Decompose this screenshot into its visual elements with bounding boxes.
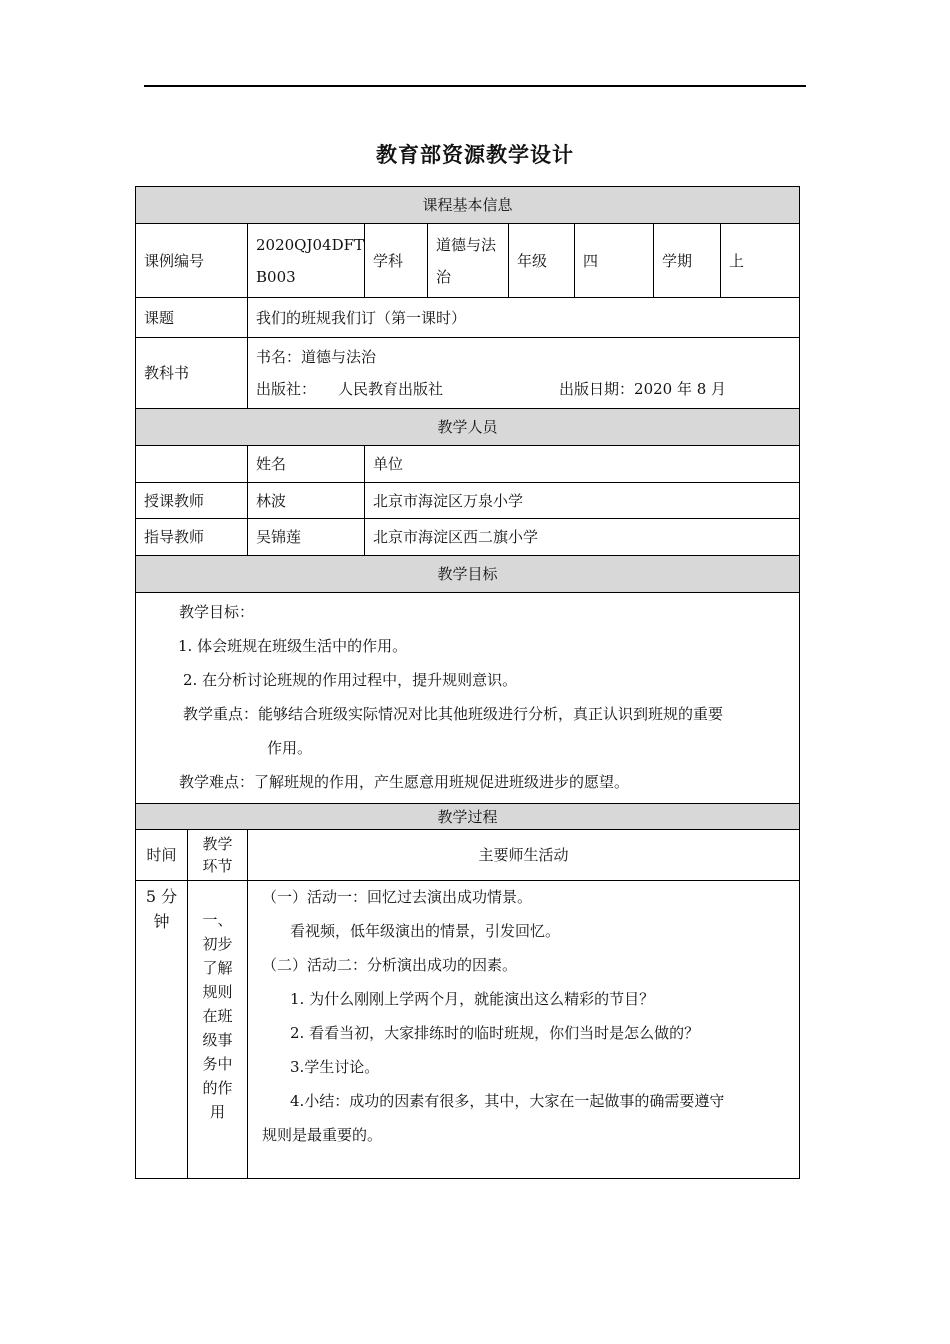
grade-label: 年级 — [509, 224, 575, 298]
goals-line: 作用。 — [267, 739, 313, 757]
header-rule — [144, 85, 806, 87]
subject-label: 学科 — [365, 224, 428, 298]
process-stage-header — [188, 830, 248, 881]
goals-line: 教学重点：能够结合班级实际情况对比其他班级进行分析，真正认识到班规的重要 — [183, 705, 724, 723]
activity-line: 4.小结：成功的因素有很多，其中，大家在一起做事的确需要遵守 — [290, 1092, 725, 1110]
textbook-info — [248, 338, 800, 409]
page-title: 教育部资源教学设计 — [376, 143, 574, 167]
activity-line: （一）活动一：回忆过去演出成功情景。 — [262, 888, 533, 906]
book-name: 书名：道德与法治 — [256, 348, 377, 366]
term-value: 上 — [721, 224, 800, 298]
stage-line: 用 — [209, 1103, 225, 1121]
process-time-cell — [136, 881, 188, 1179]
staff-name: 林波 — [248, 483, 365, 519]
stage-header-line2: 环节 — [202, 857, 233, 875]
case-no-value — [248, 224, 365, 298]
stage-line: 初步 — [202, 935, 233, 953]
section-process: 教学过程 — [136, 804, 800, 830]
process-activity-header: 主要师生活动 — [248, 830, 800, 881]
subject-line1: 道德与法 — [436, 235, 497, 254]
publisher-label: 出版社： — [256, 380, 317, 398]
goals-content — [136, 593, 800, 804]
staff-name-header: 姓名 — [248, 446, 365, 483]
goals-line: 教学目标： — [179, 603, 255, 621]
goals-line: 1. 体会班规在班级生活中的作用。 — [178, 637, 408, 655]
activity-line: （二）活动二：分析演出成功的因素。 — [262, 956, 518, 974]
stage-line: 务中 — [202, 1055, 233, 1073]
case-no-line1: 2020QJ04DFT — [256, 235, 365, 254]
activity-line: 2. 看看当初，大家排练时的临时班规，你们当时是怎么做的？ — [290, 1024, 700, 1042]
publisher-value: 人民教育出版社 — [338, 380, 444, 398]
textbook-label: 教科书 — [136, 338, 248, 409]
stage-line: 一、 — [202, 911, 233, 929]
stage-line: 规则 — [202, 983, 233, 1001]
staff-unit: 北京市海淀区西二旗小学 — [365, 519, 800, 556]
subject-line2: 治 — [436, 267, 452, 286]
process-time-header: 时间 — [136, 830, 188, 881]
case-no-label: 课例编号 — [136, 224, 248, 298]
lesson-design-table — [135, 186, 800, 1179]
term-label: 学期 — [654, 224, 721, 298]
activity-line: 1. 为什么刚刚上学两个月，就能演出这么精彩的节目？ — [290, 990, 655, 1008]
goals-line: 教学难点：了解班规的作用，产生愿意用班规促进班级进步的愿望。 — [179, 773, 630, 791]
activity-line: 3.学生讨论。 — [290, 1058, 380, 1076]
activity-line: 规则是最重要的。 — [262, 1126, 383, 1144]
stage-line: 了解 — [202, 959, 233, 977]
publish-date: 出版日期：2020 年 8 月 — [559, 380, 727, 398]
topic-value: 我们的班规我们订（第一课时） — [248, 298, 800, 338]
subject-value — [428, 224, 509, 298]
process-activity-cell — [248, 881, 800, 1179]
staff-role: 授课教师 — [136, 483, 248, 519]
topic-label: 课题 — [136, 298, 248, 338]
publisher-line — [256, 380, 791, 398]
time-line1: 5 分 — [145, 887, 178, 906]
case-no-line2: B003 — [256, 267, 296, 286]
staff-name: 吴锦莲 — [248, 519, 365, 556]
section-staff: 教学人员 — [136, 409, 800, 446]
stage-line: 的作 — [202, 1079, 233, 1097]
stage-header-line1: 教学 — [202, 835, 233, 853]
staff-role: 指导教师 — [136, 519, 248, 556]
staff-role-header — [136, 446, 248, 483]
staff-unit: 北京市海淀区万泉小学 — [365, 483, 800, 519]
time-line2: 钟 — [153, 912, 170, 932]
stage-line: 在班 — [202, 1007, 233, 1025]
section-goals: 教学目标 — [136, 556, 800, 593]
goals-line: 2. 在分析讨论班规的作用过程中，提升规则意识。 — [183, 671, 518, 689]
staff-unit-header: 单位 — [365, 446, 800, 483]
activity-line: 看视频，低年级演出的情景，引发回忆。 — [290, 922, 561, 940]
grade-value: 四 — [575, 224, 654, 298]
section-basic-info: 课程基本信息 — [136, 187, 800, 224]
process-stage-cell — [188, 881, 248, 1179]
stage-line: 级事 — [202, 1031, 233, 1049]
